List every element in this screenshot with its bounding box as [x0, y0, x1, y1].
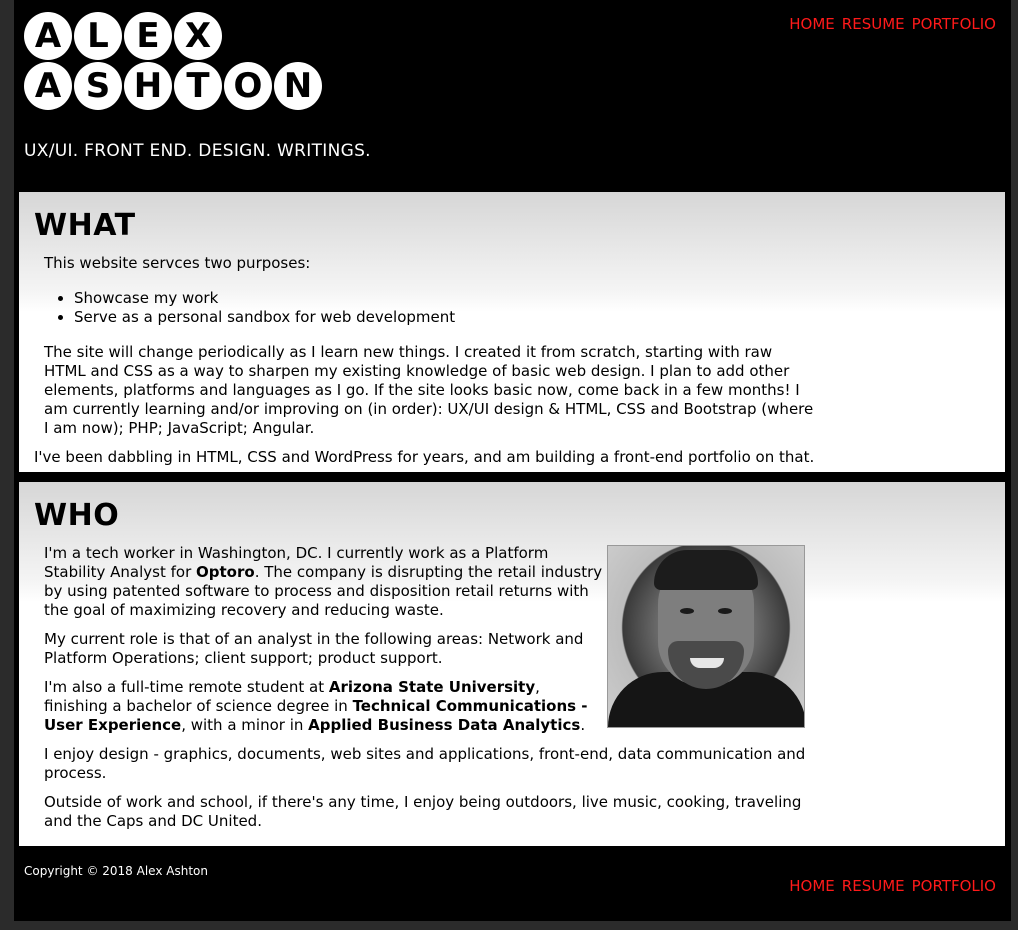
site-tagline: UX/UI. FRONT END. DESIGN. WRITINGS. [24, 141, 371, 161]
what-heading: WHAT [34, 208, 136, 243]
photo-smile [690, 658, 724, 668]
nav-resume-link[interactable]: RESUME [841, 15, 905, 33]
what-intro: This website servces two purposes: [44, 254, 311, 272]
page-wrapper [14, 0, 1011, 921]
minor-name: Applied Business Data Analytics [308, 716, 581, 734]
logo-letter: L [74, 12, 122, 60]
logo-letter: N [274, 62, 322, 110]
logo-letter: X [174, 12, 222, 60]
nav-home-link[interactable]: HOME [789, 15, 835, 33]
who-paragraph-school [44, 678, 604, 735]
copyright-notice: Copyright © 2018 Alex Ashton [24, 864, 208, 878]
what-paragraph: The site will change periodically as I learn new things. I created it from scratch, starting with raw HTML and CSS as a way to sharpen my existing knowledge of basic web design. I plan to add other elements, platforms and languages as I go. If the site looks basic now, come back in a few months! I am currently learning and/or improving on (in order): UX/UI design & HTML, CSS and Bootstrap (where I am now); PHP; JavaScript; Angular. [44, 343, 814, 437]
photo-eye [680, 608, 694, 614]
logo-letter: O [224, 62, 272, 110]
logo-row-first-name [24, 12, 322, 60]
text-span: , with a minor in [181, 716, 309, 734]
text-span: I'm also a full-time remote student at [44, 678, 329, 696]
footer-portfolio-link[interactable]: PORTFOLIO [911, 877, 996, 895]
who-section [19, 482, 1005, 846]
footer-resume-link[interactable]: RESUME [841, 877, 905, 895]
who-paragraph-hobbies: Outside of work and school, if there's any time, I enjoy being outdoors, live music, cooking, traveling and the Caps and DC United. [44, 793, 802, 830]
footer-home-link[interactable]: HOME [789, 877, 835, 895]
what-section [19, 192, 1005, 472]
footer-nav [789, 877, 996, 895]
logo-letter: S [74, 62, 122, 110]
site-logo[interactable] [24, 12, 322, 112]
logo-letter: E [124, 12, 172, 60]
profile-photo [607, 545, 805, 728]
degree-name: Technical Communications - User Experience [44, 697, 588, 734]
logo-letter: T [174, 62, 222, 110]
header-nav [789, 15, 996, 33]
school-name: Arizona State University [328, 678, 536, 696]
nav-portfolio-link[interactable]: PORTFOLIO [911, 15, 996, 33]
text-span: , finishing a bachelor of science degree in [44, 678, 540, 715]
logo-letter: H [124, 62, 172, 110]
who-paragraph-work [44, 544, 604, 620]
list-item: • Showcase my work [74, 289, 774, 308]
who-paragraph-design: I enjoy design - graphics, documents, web sites and applications, front-end, data communication and process. [44, 745, 806, 782]
who-heading: WHO [34, 498, 120, 533]
text-span: . [580, 716, 586, 734]
what-closing: I've been dabbling in HTML, CSS and WordPress for years, and am building a front-end portfolio on that. [34, 448, 815, 466]
logo-row-last-name [24, 62, 322, 110]
purpose-list [44, 289, 774, 327]
who-paragraph-role: My current role is that of an analyst in the following areas: Network and Platform Operations; client support; product support. [44, 630, 584, 667]
company-name: Optoro [196, 563, 255, 581]
text-span: I'm a tech worker in Washington, DC. I currently work as a Platform Stability Analyst for [44, 544, 549, 581]
photo-cap [654, 550, 758, 590]
photo-eye [718, 608, 732, 614]
logo-letter: A [24, 12, 72, 60]
list-item: • Serve as a personal sandbox for web development [74, 308, 774, 327]
logo-letter: A [24, 62, 72, 110]
text-span: . The company is disrupting the retail industry by using patented software to process and disposition retail returns with the goal of maximizing recovery and reducing waste. [44, 563, 603, 619]
